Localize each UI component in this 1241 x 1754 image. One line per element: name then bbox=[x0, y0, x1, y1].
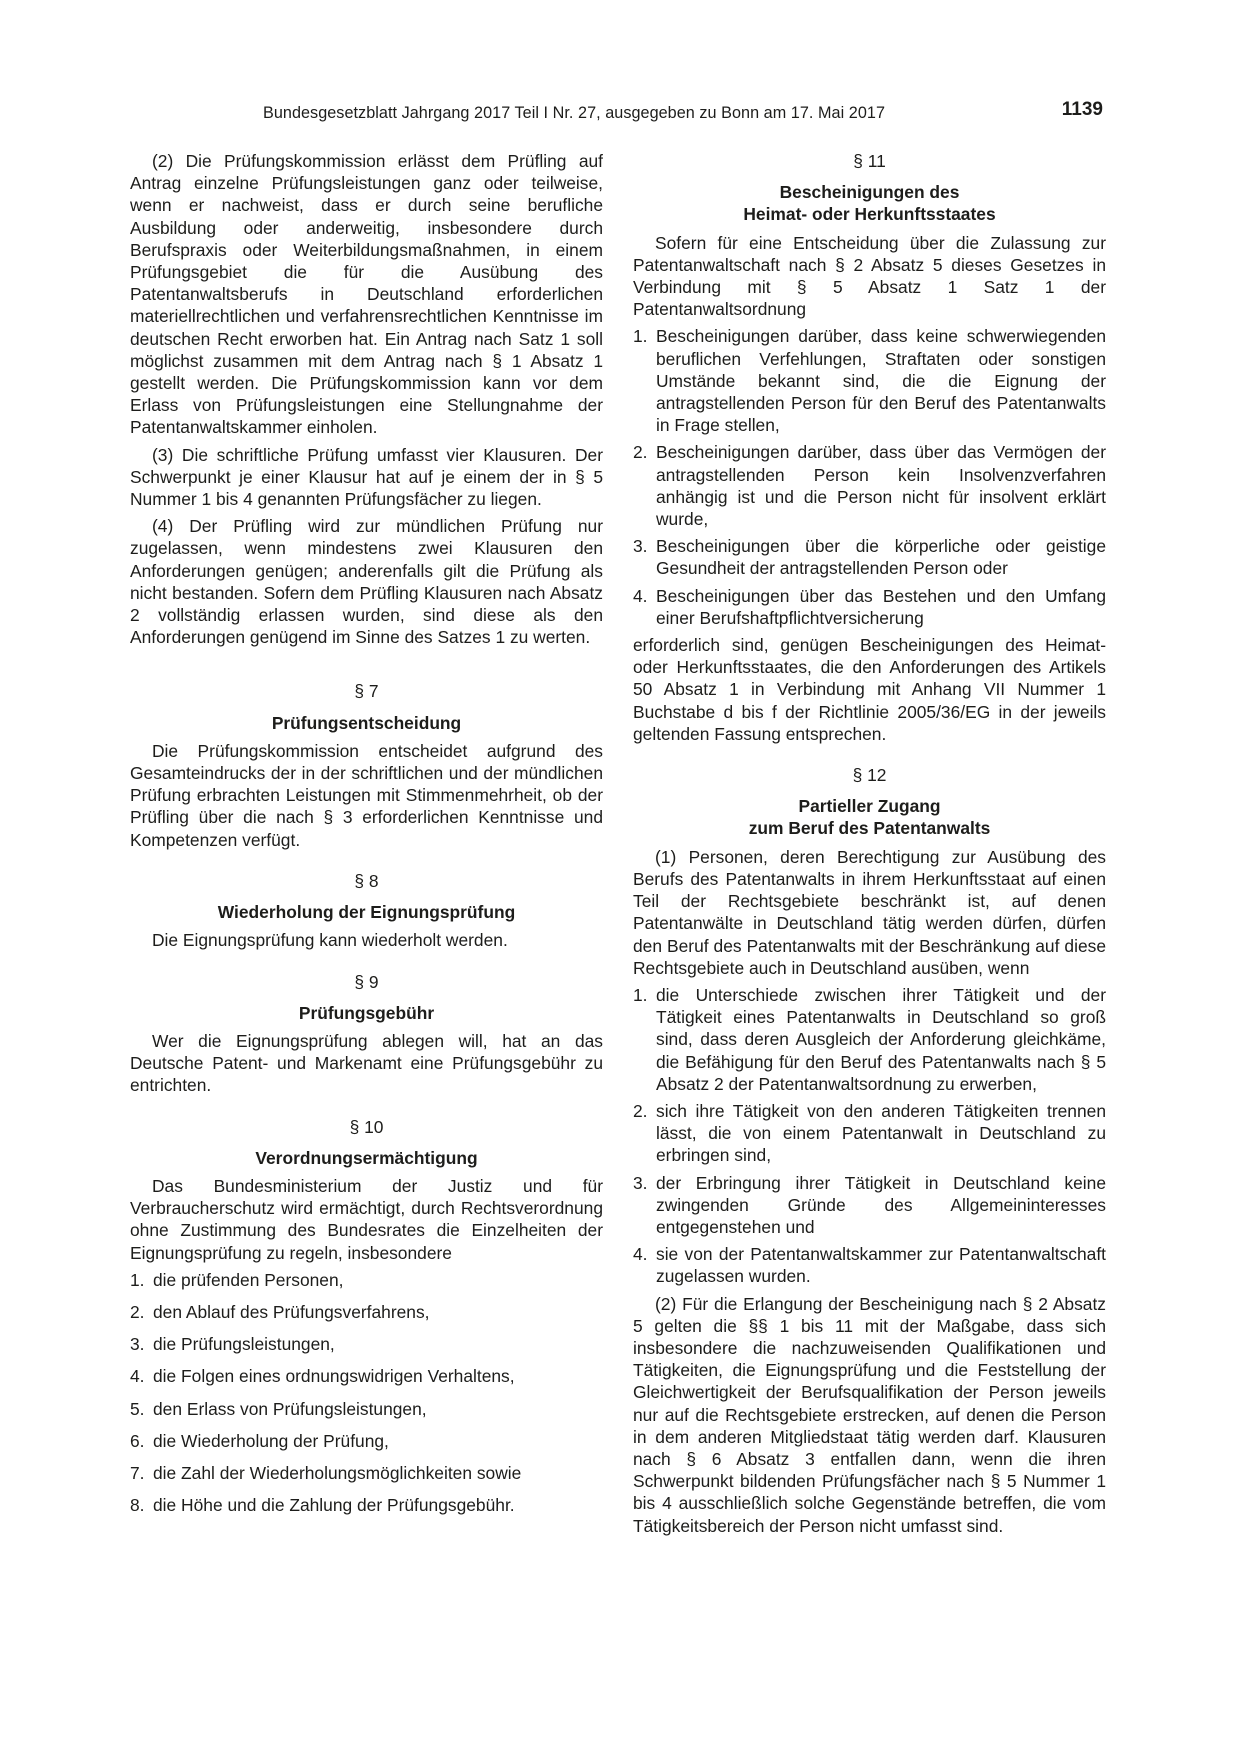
list-item bbox=[633, 441, 1106, 530]
list-item-number: 5. bbox=[130, 1398, 145, 1419]
list-item bbox=[130, 1333, 603, 1355]
list-item bbox=[633, 585, 1106, 629]
list-item bbox=[130, 1430, 603, 1452]
list-item bbox=[633, 325, 1106, 436]
section-11-title-line-2: Heimat- oder Herkunftsstaates bbox=[743, 204, 996, 225]
section-11-intro: Sofern für eine Entscheidung über die Zulassung zur Patentanwaltschaft nach § 2 Absatz 5 dieses Gesetzes in Verbindung mit § 5 Absatz 1 Satz 1 der Patentanwaltsordnung bbox=[633, 232, 1106, 320]
list-item-text: sich ihre Tätigkeit von den anderen Tätigkeiten trennen lässt, die von einem Patentanwalt in Deutschland zu erbringen sind, bbox=[656, 1100, 1106, 1166]
list-item-number: 2. bbox=[633, 1100, 648, 1121]
list-item bbox=[130, 1398, 603, 1420]
section-12-title bbox=[633, 795, 1106, 839]
list-item-number: 8. bbox=[130, 1495, 145, 1516]
section-11-title bbox=[633, 181, 1106, 225]
section-9-number: § 9 bbox=[354, 971, 379, 992]
list-item bbox=[633, 1100, 1106, 1167]
list-item-number: 1. bbox=[633, 326, 648, 347]
section-10-list bbox=[130, 1269, 603, 1517]
list-item bbox=[633, 1243, 1106, 1287]
list-item-text: der Erbringung ihrer Tätigkeit in Deutschland keine zwingenden Gründe des Allgemeininteresses entgegenstehen und bbox=[656, 1172, 1106, 1237]
list-item-number: 4. bbox=[130, 1366, 145, 1387]
section-11-list bbox=[633, 325, 1106, 629]
paragraph-6-3: (3) Die schriftliche Prüfung umfasst vier Klausuren. Der Schwerpunkt je einer Klausur hat auf je einem der in § 5 Nummer 1 bis 4 genannten Prüfungsfächer zu liegen. bbox=[130, 444, 603, 510]
section-9-text: Wer die Eignungsprüfung ablegen will, hat an das Deutsche Patent- und Markenamt eine Prüfungsgebühr zu entrichten. bbox=[130, 1030, 603, 1096]
left-column bbox=[130, 150, 603, 1526]
list-item-number: 3. bbox=[130, 1334, 145, 1355]
section-10-intro: Das Bundesministerium der Justiz und für Verbraucherschutz wird ermächtigt, durch Rechtsverordnung ohne Zustimmung des Bundesrates die Einzelheiten der Eignungsprüfung zu regeln, insbesondere bbox=[130, 1175, 603, 1263]
section-9-title: Prüfungsgebühr bbox=[298, 1002, 435, 1023]
section-12-title-line-1: Partieller Zugang bbox=[798, 796, 941, 817]
list-item-text: den Erlass von Prüfungsleistungen, bbox=[153, 1398, 427, 1419]
list-item bbox=[633, 535, 1106, 579]
section-8-title: Wiederholung der Eignungsprüfung bbox=[217, 902, 516, 923]
list-item-text: die Höhe und die Zahlung der Prüfungsgebühr. bbox=[153, 1495, 515, 1516]
section-7-number: § 7 bbox=[354, 681, 379, 702]
list-item-text: die prüfenden Personen, bbox=[153, 1269, 344, 1290]
paragraph-6-4: (4) Der Prüfling wird zur mündlichen Prüfung nur zugelassen, wenn mindestens zwei Klausuren den Anforderungen genügen; anderenfalls gilt die Prüfung als nicht bestanden. Sofern dem Prüfling Klausuren nach Absatz 2 vollständig erlassen wurden, sind diese als den Anforderungen genügend im Sinne des Satzes 1 zu werten. bbox=[130, 516, 603, 648]
list-item bbox=[633, 984, 1106, 1095]
paragraph-6-2: (2) Die Prüfungskommission erlässt dem Prüfling auf Antrag einzelne Prüfungsleistungen ganz oder teilweise, wenn er nachweist, dass er durch seine berufliche Ausbildung oder anderweitig, insbesondere durch Berufspraxis oder Weiterbildungsmaßnahmen, in einem Prüfungsgebiet die für die Ausübung des Patentanwaltsberufs in Deutschland erforderlichen materiellrechtlichen und verfahrensrechtlichen Kenntnisse im deutschen Recht erworben hat. Ein Antrag nach Satz 1 soll möglichst zusammen mit dem Antrag nach § 1 Absatz 1 gestellt werden. Die Prüfungskommission kann vor dem Erlass von Prüfungsleistungen eine Stellungnahme der Patentanwaltskammer einholen. bbox=[130, 151, 603, 438]
list-item bbox=[130, 1494, 603, 1516]
right-column bbox=[633, 150, 1106, 1542]
section-12-number: § 12 bbox=[852, 765, 887, 786]
paragraph-12-2: (2) Für die Erlangung der Bescheinigung nach § 2 Absatz 5 gelten die §§ 1 bis 11 mit der Maßgabe, dass sich insbesondere die nachzuweisenden Qualifikationen und Tätigkeiten, die Eignungsprüfung und die Feststellung der Gleichwertigkeit der Berufsqualifikation der Person jeweils nur auf die Rechtsgebiete erstrecken, auf denen die Person in dem anderen Mitgliedstaat tätig werden darf. Klausuren nach § 6 Absatz 3 entfallen dann, wenn die ihren Schwerpunkt bildenden Prüfungsfächer nach § 5 Nummer 1 bis 4 ausschließlich solche Gegenstände betreffen, die vom Tätigkeitsbereich der Person nicht umfasst sind. bbox=[633, 1293, 1106, 1536]
list-item-number: 2. bbox=[633, 442, 648, 463]
list-item-number: 6. bbox=[130, 1430, 145, 1451]
running-head: Bundesgesetzblatt Jahrgang 2017 Teil I Nr. 27, ausgegeben zu Bonn am 17. Mai 2017 bbox=[263, 104, 886, 122]
list-item-number: 4. bbox=[633, 585, 648, 606]
list-item-number: 3. bbox=[633, 536, 648, 557]
section-8-number: § 8 bbox=[354, 870, 379, 891]
list-item-number: 7. bbox=[130, 1462, 145, 1483]
section-10-number: § 10 bbox=[349, 1116, 384, 1137]
list-item-number: 4. bbox=[633, 1244, 648, 1265]
section-11-outro: erforderlich sind, genügen Bescheinigungen des Heimat- oder Herkunftsstaates, die den Anforderungen des Artikels 50 Absatz 1 in Verbindung mit Anhang VII Nummer 1 Buchstabe d bis f der Richtlinie 2005/36/EG in der jeweils geltenden Fassung entsprechen. bbox=[633, 635, 1106, 744]
section-12-title-line-2: zum Beruf des Patentanwalts bbox=[748, 818, 991, 839]
list-item-text: die Wiederholung der Prüfung, bbox=[153, 1430, 389, 1451]
list-item-text: Bescheinigungen darüber, dass über das Vermögen der antragstellenden Person kein Insolvenzverfahren anhängig ist und die Person nicht für insolvent erklärt wurde, bbox=[656, 442, 1106, 530]
page-header bbox=[263, 99, 1103, 125]
list-item-text: die Zahl der Wiederholungsmöglichkeiten sowie bbox=[153, 1462, 522, 1483]
section-7-text: Die Prüfungskommission entscheidet aufgrund des Gesamteindrucks der in der schriftlichen und der mündlichen Prüfung erbrachten Leistungen mit Stimmenmehrheit, ob der Prüfling über die nach § 3 erforderlichen Kenntnisse und Kompetenzen verfügt. bbox=[130, 740, 603, 850]
page-number: 1139 bbox=[1061, 99, 1103, 120]
section-8-text: Die Eignungsprüfung kann wiederholt werden. bbox=[152, 930, 508, 951]
section-11-number: § 11 bbox=[853, 151, 886, 171]
list-item-text: die Folgen eines ordnungswidrigen Verhaltens, bbox=[153, 1366, 515, 1387]
list-item-number: 2. bbox=[130, 1301, 145, 1322]
paragraph-12-1: (1) Personen, deren Berechtigung zur Ausübung des Berufs des Patentanwalts in ihrem Herkunftsstaat auf einen Teil der Rechtsgebiete beschränkt ist, auf denen Patentanwälte in Deutschland tätig werden dürfen, dürfen den Beruf des Patentanwalts mit der Beschränkung auf diese Rechtsgebiete auch in Deutschland ausüben, wenn bbox=[633, 846, 1106, 978]
list-item-text: die Unterschiede zwischen ihrer Tätigkeit und der Tätigkeit eines Patentanwalts in Deutschland so groß sind, dass deren Ausgleich der Anforderung gleichkäme, die Befähigung für den Beruf des Patentanwalts nach § 5 Absatz 2 der Patentanwaltsordnung zu erwerben, bbox=[656, 984, 1106, 1094]
list-item bbox=[633, 1172, 1106, 1239]
list-item bbox=[130, 1269, 603, 1291]
list-item-number: 1. bbox=[130, 1269, 145, 1290]
section-11-title-line-1: Bescheinigungen des bbox=[779, 182, 960, 203]
list-item bbox=[130, 1462, 603, 1484]
list-item bbox=[130, 1301, 603, 1323]
list-item bbox=[130, 1365, 603, 1387]
list-item-text: sie von der Patentanwaltskammer zur Patentanwaltschaft zugelassen wurden. bbox=[656, 1244, 1106, 1287]
section-7-title: Prüfungsentscheidung bbox=[271, 712, 462, 733]
list-item-text: Bescheinigungen über die körperliche oder geistige Gesundheit der antragstellenden Person oder bbox=[656, 536, 1106, 579]
list-item-text: die Prüfungsleistungen, bbox=[153, 1334, 335, 1355]
list-item-text: Bescheinigungen über das Bestehen und den Umfang einer Berufshaftpflichtversicherung bbox=[656, 585, 1106, 628]
section-10-title: Verordnungsermächtigung bbox=[255, 1147, 478, 1168]
list-item-text: den Ablauf des Prüfungsverfahrens, bbox=[153, 1301, 430, 1322]
list-item-text: Bescheinigungen darüber, dass keine schwerwiegenden beruflichen Verfehlungen, Straftaten oder sonstigen Umstände bekannt sind, die die Eignung der antragstellenden Person für den Beruf des Patentanwalts in Frage stellen, bbox=[656, 326, 1106, 436]
list-item-number: 1. bbox=[633, 984, 648, 1005]
list-item-number: 3. bbox=[633, 1172, 648, 1193]
section-12-list bbox=[633, 984, 1106, 1288]
